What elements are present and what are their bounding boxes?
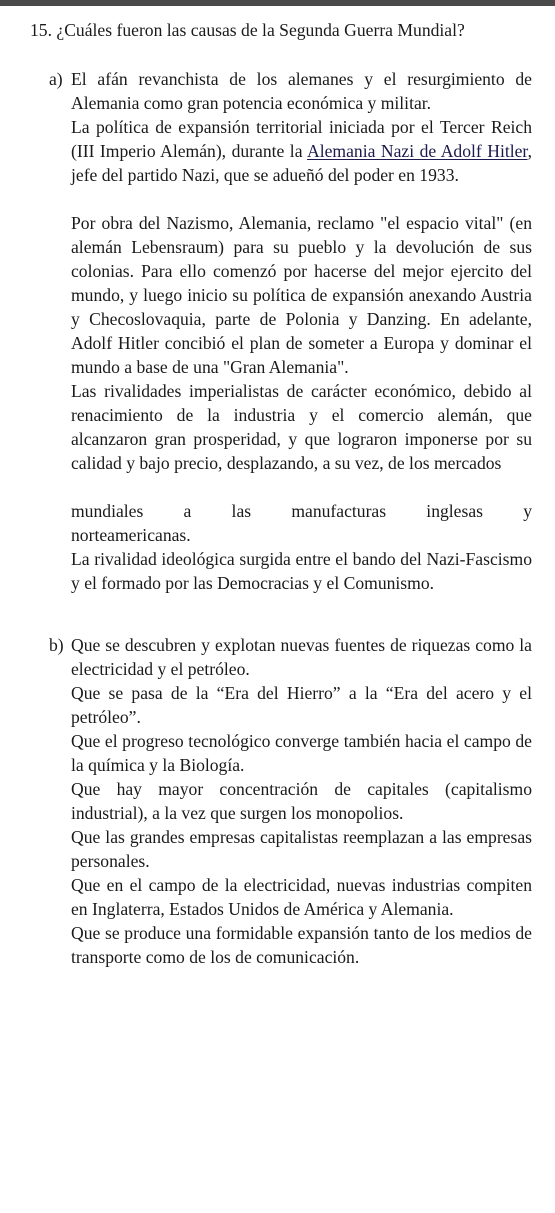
section-b-item: Que se pasa de la “Era del Hierro” a la “Era del acero y el petróleo”. [71,683,532,727]
paragraph-a3: Por obra del Nazismo, Alemania, reclamo "el espacio vital" (en alemán Lebensraum) para su pueblo y la devolución de sus colonias. Para ello comenzó por hacerse del mejor ejercito del mundo, y luego inicio su política de expansión anexando Austria y Checoslovaquia, parte de Polonia y Danzing. En adelante, Adolf Hitler concibió el plan de someter a Europa y dominar el mundo a base de una "Gran Alemania". [71,213,532,377]
section-b [30,633,532,969]
paragraph-a4: Las rivalidades imperialistas de carácter económico, debido al renacimiento de la industria y el comercio alemán, que alcanzaron gran prosperidad, y que lograron imponerse por su calidad y bajo precio, desplazando, a su vez, de los mercados [71,381,532,473]
section-b-item: Que en el campo de la electricidad, nuevas industrias compiten en Inglaterra, Estados Unidos de América y Alemania. [71,875,532,919]
top-border [0,0,555,6]
document-page [30,18,532,969]
section-b-item: Que las grandes empresas capitalistas reemplazan a las empresas personales. [71,827,532,871]
paragraph-a2-text-start: La política de expansión territorial iniciada por el Tercer Reich (III Imperio Alemán), durante la [71,117,532,161]
section-b-item: Que se descubren y explotan nuevas fuentes de riquezas como la electricidad y el petróleo. [71,635,532,679]
section-b-item: Que hay mayor concentración de capitales (capitalismo industrial), a la vez que surgen los monopolios. [71,779,532,823]
paragraph-a5-line1: mundiales a las manufacturas inglesas y [71,501,532,521]
paragraph-a1: El afán revanchista de los alemanes y el resurgimiento de Alemania como gran potencia económica y militar. [71,69,532,113]
section-a [30,67,532,595]
paragraph-a2-text-end: , jefe del partido Nazi, que se adueñó del poder en 1933. [71,141,532,185]
section-a-marker: a) [49,69,63,89]
question-heading: 15. ¿Cuáles fueron las causas de la Segunda Guerra Mundial? [30,20,465,40]
section-b-item: Que se produce una formidable expansión tanto de los medios de transporte como de los de comunicación. [71,923,532,967]
paragraph-a5-line2: norteamericanas. [71,525,191,545]
section-b-marker: b) [49,635,64,655]
paragraph-a6: La rivalidad ideológica surgida entre el bando del Nazi-Fascismo y el formado por las Democracias y el Comunismo. [71,549,532,593]
section-b-item: Que el progreso tecnológico converge también hacia el campo de la química y la Biología. [71,731,532,775]
paragraph-a2 [71,115,532,187]
alemania-nazi-link[interactable]: Alemania Nazi de Adolf Hitler [307,141,528,161]
